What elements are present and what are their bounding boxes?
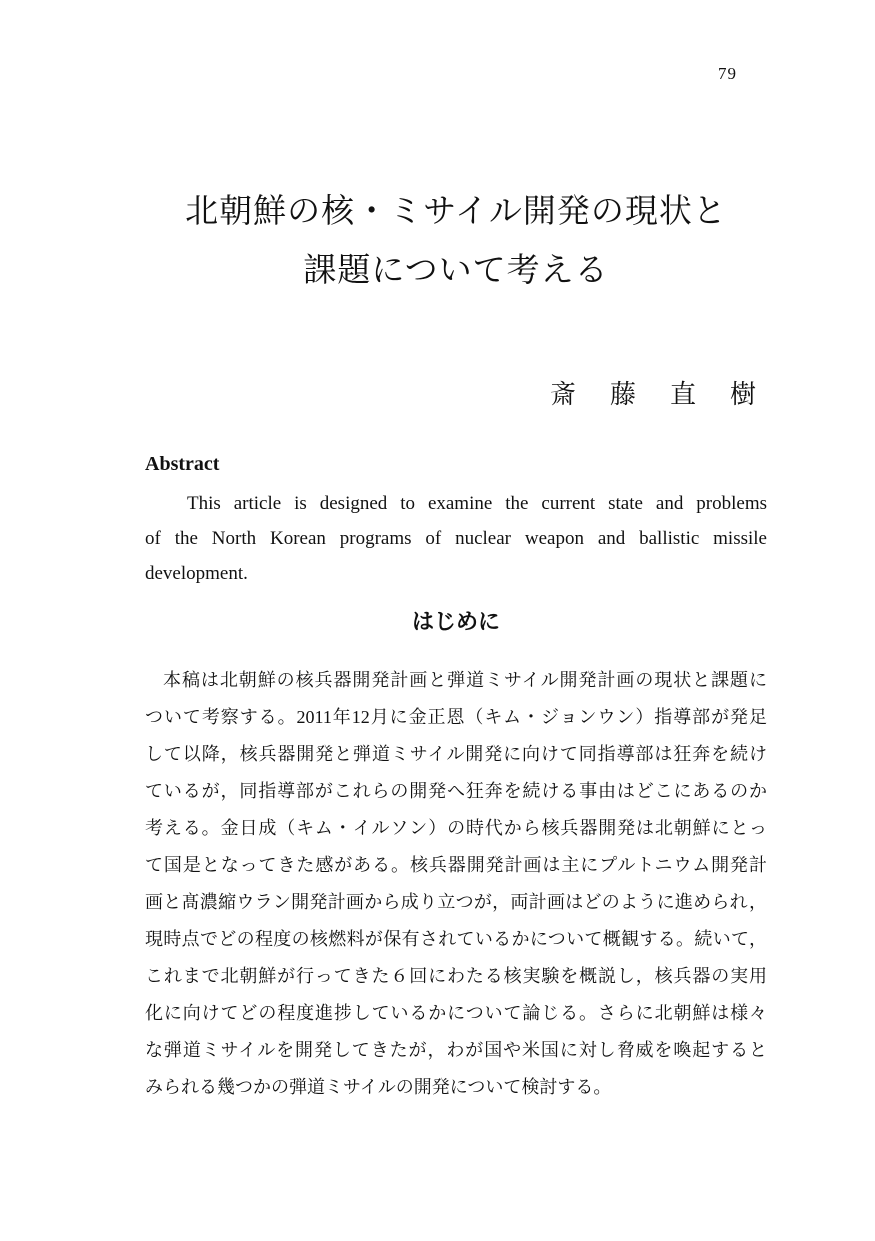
body-text-line: みられる幾つかの弾道ミサイルの開発について検討する。 (145, 1077, 612, 1097)
body-text-line: 考える。金日成（キム・イルソン）の時代から核兵器開発は北朝鮮にとっ (145, 818, 767, 838)
article-title (145, 183, 767, 301)
abstract-line: development. (145, 563, 248, 584)
body-text-line: ているが，同指導部がこれらの開発へ狂奔を続ける事由はどこにあるのか (145, 781, 767, 801)
body-text-line: 化に向けてどの程度進捗しているかについて論じる。さらに北朝鮮は様々 (145, 1003, 767, 1023)
abstract-line: This article is designed to examine the current state and problems (187, 493, 767, 514)
article-title-line-2: 課題について考える (303, 253, 609, 289)
body-text-line: 現時点でどの程度の核燃料が保有されているかについて概観する。続いて， (145, 929, 767, 949)
body-text-line: 画と髙濃縮ウラン開発計画から成り立つが，両計画はどのように進められ， (145, 892, 767, 912)
article-title-line-1: 北朝鮮の核・ミサイル開発の現状と (185, 194, 727, 230)
body-text-line: これまで北朝鮮が行ってきた６回にわたる核実験を概説し，核兵器の実用 (145, 966, 767, 986)
body-text-line: して以降，核兵器開発と弾道ミサイル開発に向けて同指導部は狂奔を続け (145, 744, 767, 764)
abstract-paragraph (145, 486, 767, 591)
body-text-line: て国是となってきた感がある。核兵器開発計画は主にプルトニウム開発計 (145, 855, 767, 875)
page-number: 79 (718, 64, 737, 83)
body-text-line: な弾道ミサイルを開発してきたが，わが国や米国に対し脅威を喚起すると (145, 1040, 767, 1060)
abstract-line: of the North Korean programs of nuclear weapon and ballistic missile (145, 528, 767, 549)
body-text-line: 本稿は北朝鮮の核兵器開発計画と弾道ミサイル開発計画の現状と課題に (163, 670, 767, 690)
body-text-line: ついて考察する。2011年12月に金正恩（キム・ジョンウン）指導部が発足 (145, 707, 767, 727)
introduction-heading: はじめに (411, 609, 500, 634)
author-name: 斎 藤 直 樹 (549, 380, 760, 409)
introduction-paragraph (145, 662, 767, 1106)
abstract-heading: Abstract (145, 453, 220, 475)
